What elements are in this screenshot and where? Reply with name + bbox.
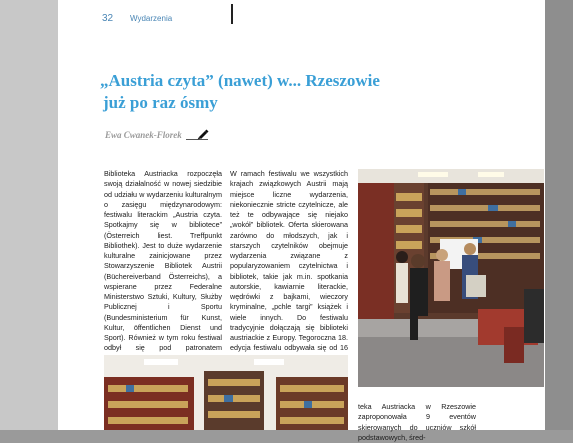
column-2-text: W ramach festiwalu we wszystkich krajach związkowych Austrii mają miejsce liczne wydarzenia, niekoniecznie stricte czytelnicze, ale też te odbywające się niejako „wokół” bibliotek. Oferta skierowana zarówno do młodszych, jak i starszych czytelników obejmuje wydarzenia związane z popularyzowaniem czytelnictwa i bibliotek, takie jak m.in. spotkania autorskie, kawiarnie literackie, wędrówki z bajkami, wieczory kryminalne, „pchle targi” książek i wiele innych. Do festiwalu tradycyjnie dołączają się biblioteki austriackie z Europy. Tegoroczna 18. edycja festiwalu odbywała się od 16 [230,169,348,353]
article-title-line-1: „Austria czyta” (nawet) w... Rzeszowie [100,71,380,90]
text-column-2 [230,169,348,374]
library-event-photo [358,169,544,387]
library-shelves-photo [104,355,348,430]
right-scroll-area[interactable] [545,0,573,430]
left-background [0,0,58,430]
page-number: 32 [102,13,114,24]
magazine-page [58,0,545,442]
text-column-1 [104,169,222,374]
article-title [100,70,420,114]
text-column-3 [358,402,476,443]
header-divider [231,4,233,24]
article-title-line-2: już po raz ósmy [103,93,218,112]
section-label: Wydarzenia [130,14,173,23]
author-name: Ewa Cwanek-Florek [105,130,182,140]
column-3-text: teka Austriacka w Rzeszowie zaproponowała 9 eventów skierowanych do uczniów szkół podstawowych, śred- [358,402,476,442]
column-1-text: Biblioteka Austriacka rozpoczęła swoją działalność w nowej siedzibie od udziału w wydarzeniu kulturalnym o zasięgu międzynarodowym: festiwalu literackim „Austria czyta. Spotkajmy się w bibliotece” (Österreich liest. Treffpunkt Bibliothek). Jest to duże wydarzenie kulturalne zainicjowane przez Stowarzyszenie Bibliotek Austrii (Büchereiverband Österreichs), a wspierane przez Federalne Ministerstwo Sztuki, Kultury, Służby Publicznej i Sportu (Bundesministerium für Kunst, Kultur, öffentlichen Dienst und Sport). Również w tym roku festiwal odbył się pod patronatem [104,169,222,353]
fountain-pen-icon [196,126,210,140]
